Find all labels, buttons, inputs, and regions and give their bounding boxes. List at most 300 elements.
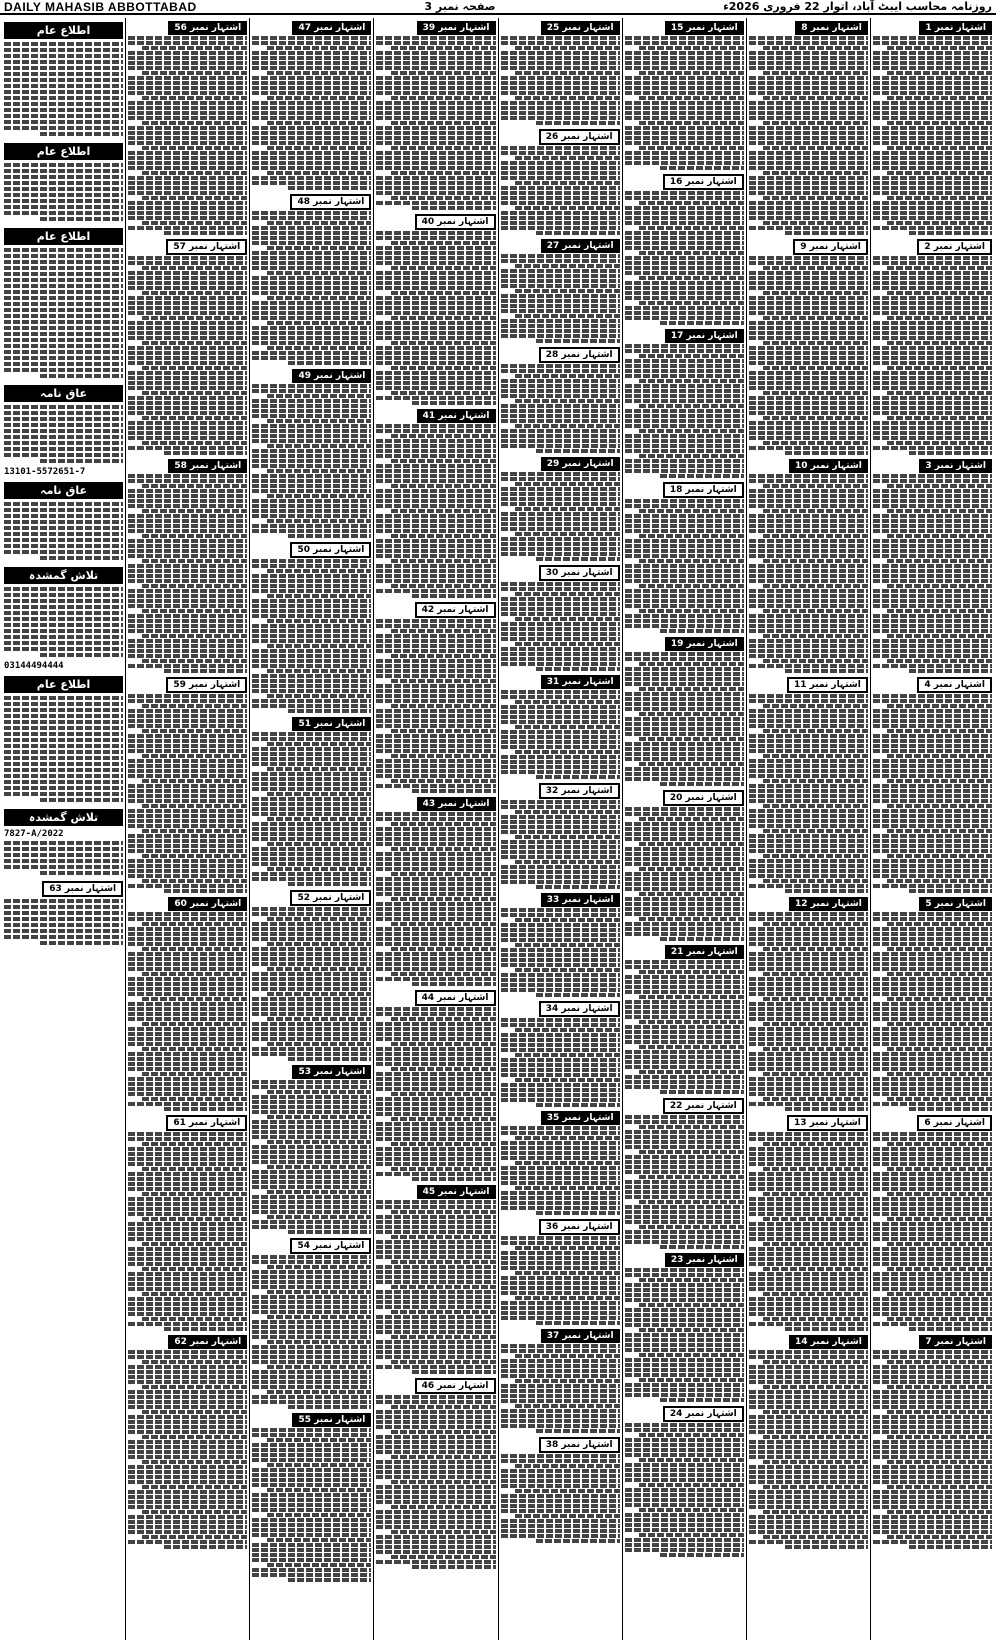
text-line	[749, 844, 868, 848]
text-line	[4, 865, 123, 869]
text-line	[625, 344, 744, 348]
text-line	[376, 236, 495, 240]
text-line	[412, 1177, 495, 1181]
text-line	[763, 779, 868, 783]
text-line	[873, 564, 992, 568]
text-line	[873, 256, 992, 260]
text-line	[873, 1380, 992, 1384]
text-line	[873, 156, 992, 160]
text-line	[376, 1465, 495, 1469]
text-line	[749, 66, 868, 70]
text-line	[252, 659, 371, 663]
text-line	[128, 1475, 247, 1479]
ad-number-tag: اشتہار نمبر 12	[789, 897, 868, 911]
text-line	[501, 1469, 620, 1473]
text-line	[252, 787, 371, 791]
text-line	[128, 1277, 247, 1281]
text-line	[4, 929, 123, 933]
text-line	[515, 46, 620, 50]
text-line	[376, 504, 495, 508]
text-line	[128, 529, 247, 533]
text-line	[873, 321, 992, 325]
text-line	[749, 331, 868, 335]
text-line	[660, 474, 743, 478]
text-line	[252, 101, 371, 105]
text-line	[501, 547, 620, 551]
text-line	[873, 1490, 992, 1494]
text-line	[749, 1287, 868, 1291]
ad-number-tag: اشتہار نمبر 49	[292, 369, 371, 383]
text-line	[252, 1350, 371, 1354]
text-line	[501, 755, 620, 759]
text-line	[639, 1508, 744, 1512]
text-line	[252, 777, 371, 781]
ad-number-tag: اشتہار نمبر 41	[417, 409, 496, 423]
text-line	[873, 977, 992, 981]
text-line	[4, 859, 123, 863]
text-line	[763, 659, 868, 663]
text-line	[515, 507, 620, 511]
text-line	[873, 61, 992, 65]
text-line	[873, 1137, 992, 1141]
text-line	[128, 116, 247, 120]
text-line	[252, 1022, 371, 1026]
text-line	[749, 1262, 868, 1266]
text-line	[376, 136, 495, 140]
text-line	[515, 835, 620, 839]
text-line	[252, 1150, 371, 1154]
text-line	[887, 804, 992, 808]
text-line	[536, 449, 619, 453]
text-line	[763, 634, 868, 638]
text-line	[252, 509, 371, 513]
text-line	[625, 51, 744, 55]
text-line	[391, 121, 496, 125]
text-line	[873, 569, 992, 573]
text-line	[887, 146, 992, 150]
text-line	[749, 306, 868, 310]
text-line	[763, 1097, 868, 1101]
text-line	[128, 1227, 247, 1231]
text-line	[887, 1360, 992, 1364]
text-line	[749, 1430, 868, 1434]
text-line	[252, 176, 371, 180]
text-line	[873, 201, 992, 205]
text-line	[625, 667, 744, 671]
text-line	[763, 291, 868, 295]
text-line	[763, 1142, 868, 1146]
text-line	[873, 1042, 992, 1046]
text-line	[252, 752, 371, 756]
text-line	[887, 922, 992, 926]
text-line	[376, 1250, 495, 1254]
text-line	[536, 1429, 619, 1433]
text-line	[128, 1077, 247, 1081]
text-line	[501, 334, 620, 338]
text-line	[887, 559, 992, 563]
text-line	[142, 316, 247, 320]
text-line	[4, 447, 123, 451]
text-line	[252, 331, 371, 335]
text-line	[625, 1268, 744, 1272]
text-line	[501, 740, 620, 744]
text-line	[252, 291, 371, 295]
text-line	[639, 842, 744, 846]
text-line	[391, 1530, 496, 1534]
text-line	[267, 992, 372, 996]
ad-item	[252, 367, 371, 538]
text-line	[515, 181, 620, 185]
text-line	[376, 1280, 495, 1284]
text-line	[252, 81, 371, 85]
text-line	[4, 911, 123, 915]
text-line	[625, 882, 744, 886]
text-line	[376, 684, 495, 688]
text-line	[625, 419, 744, 423]
text-line	[252, 947, 371, 951]
text-line	[142, 997, 247, 1001]
text-line	[501, 1311, 620, 1315]
text-line	[749, 1177, 868, 1181]
text-line	[625, 1005, 744, 1009]
ad-number-tag: اشتہار نمبر 27	[541, 239, 620, 253]
notice-body-1	[4, 42, 123, 138]
text-line	[873, 376, 992, 380]
text-line	[376, 1107, 495, 1111]
text-line	[40, 798, 123, 802]
text-line	[128, 206, 247, 210]
text-line	[128, 589, 247, 593]
text-line	[639, 251, 744, 255]
text-line	[909, 1107, 992, 1111]
text-line	[501, 324, 620, 328]
text-line	[128, 401, 247, 405]
text-line	[128, 321, 247, 325]
text-line	[376, 86, 495, 90]
text-line	[4, 768, 123, 772]
text-line	[128, 884, 247, 888]
text-line	[252, 1360, 371, 1364]
text-line	[376, 1510, 495, 1514]
text-line	[536, 1539, 619, 1543]
text-line	[252, 499, 371, 503]
text-line	[252, 251, 371, 255]
text-line	[749, 654, 868, 658]
text-line	[887, 609, 992, 613]
text-line	[252, 1543, 371, 1547]
text-line	[128, 51, 247, 55]
text-line	[142, 146, 247, 150]
text-line	[873, 1032, 992, 1036]
text-line	[749, 346, 868, 350]
text-line	[4, 181, 123, 185]
text-line	[128, 1302, 247, 1306]
text-line	[4, 847, 123, 851]
text-line	[749, 1465, 868, 1469]
text-line	[515, 424, 620, 428]
text-line	[376, 882, 495, 886]
text-line	[501, 710, 620, 714]
ad-item	[501, 455, 620, 561]
text-line	[639, 1533, 744, 1537]
text-line	[749, 356, 868, 360]
text-line	[763, 534, 868, 538]
text-line	[4, 526, 123, 530]
text-line	[376, 774, 495, 778]
text-line	[501, 1181, 620, 1185]
ad-number-tag: اشتہار نمبر 32	[539, 783, 620, 799]
text-line	[376, 1215, 495, 1219]
text-line	[376, 902, 495, 906]
ad-number-tag: اشتہار نمبر 13	[787, 1115, 868, 1131]
text-line	[501, 705, 620, 709]
ad-item	[749, 1333, 868, 1549]
text-line	[501, 56, 620, 60]
text-line	[376, 106, 495, 110]
text-line	[501, 369, 620, 373]
text-line	[749, 819, 868, 823]
text-line	[749, 371, 868, 375]
text-line	[501, 319, 620, 323]
text-line	[128, 644, 247, 648]
text-line	[873, 1450, 992, 1454]
text-line	[142, 559, 247, 563]
text-line	[873, 361, 992, 365]
text-line	[909, 231, 992, 235]
text-line	[267, 1017, 372, 1021]
text-line	[501, 36, 620, 40]
text-line	[142, 947, 247, 951]
text-line	[625, 499, 744, 503]
text-line	[625, 206, 744, 210]
column-4	[498, 18, 622, 1640]
text-line	[749, 126, 868, 130]
text-line	[252, 807, 371, 811]
text-line	[749, 136, 868, 140]
text-line	[128, 982, 247, 986]
text-line	[267, 1365, 372, 1369]
notice-heading: اطلاع عام	[4, 228, 123, 245]
text-line	[40, 459, 123, 463]
text-line	[391, 291, 496, 295]
text-line	[128, 1067, 247, 1071]
text-line	[267, 494, 372, 498]
text-line	[376, 694, 495, 698]
text-line	[639, 301, 744, 305]
text-line	[625, 1235, 744, 1239]
text-line	[164, 451, 247, 455]
text-line	[252, 126, 371, 130]
text-line	[873, 724, 992, 728]
text-line	[873, 1520, 992, 1524]
text-line	[128, 699, 247, 703]
column-1	[870, 18, 994, 1640]
text-line	[267, 71, 372, 75]
text-line	[660, 1245, 743, 1249]
text-line	[749, 614, 868, 618]
text-line	[128, 301, 247, 305]
text-line	[4, 350, 123, 354]
text-line	[625, 1085, 744, 1089]
text-line	[749, 1520, 868, 1524]
text-line	[142, 634, 247, 638]
text-line	[625, 549, 744, 553]
text-line	[873, 629, 992, 633]
text-line	[873, 1212, 992, 1216]
text-line	[376, 371, 495, 375]
text-line	[252, 1047, 371, 1051]
phone-number: 03144494444	[4, 661, 64, 671]
text-line	[749, 1212, 868, 1216]
text-line	[267, 96, 372, 100]
text-line	[501, 760, 620, 764]
text-line	[873, 1322, 992, 1326]
text-line	[252, 1305, 371, 1309]
text-line	[376, 1087, 495, 1091]
text-line	[785, 1107, 868, 1111]
text-line	[128, 431, 247, 435]
ad-item	[625, 480, 744, 633]
text-line	[873, 1307, 992, 1311]
text-line	[749, 1450, 868, 1454]
text-line	[501, 1151, 620, 1155]
text-line	[625, 1453, 744, 1457]
text-line	[749, 759, 868, 763]
text-line	[252, 1375, 371, 1379]
text-line	[873, 261, 992, 265]
text-line	[749, 1037, 868, 1041]
text-line	[873, 794, 992, 798]
text-line	[625, 932, 744, 936]
text-line	[252, 1285, 371, 1289]
text-line	[267, 694, 372, 698]
text-line	[749, 1017, 868, 1021]
ad-number-tag: اشتہار نمبر 54	[290, 1238, 371, 1254]
text-line	[252, 559, 371, 563]
text-line	[625, 579, 744, 583]
text-line	[749, 1197, 868, 1201]
text-line	[887, 1410, 992, 1414]
text-line	[625, 857, 744, 861]
text-line	[749, 1052, 868, 1056]
text-line	[749, 1207, 868, 1211]
text-line	[252, 514, 371, 518]
text-line	[763, 584, 868, 588]
text-line	[749, 1147, 868, 1151]
text-line	[873, 1425, 992, 1429]
text-line	[625, 827, 744, 831]
text-line	[763, 1167, 868, 1171]
text-line	[625, 1195, 744, 1199]
text-line	[639, 509, 744, 513]
text-line	[625, 732, 744, 736]
text-line	[376, 1200, 495, 1204]
text-line	[376, 464, 495, 468]
text-line	[164, 1327, 247, 1331]
text-line	[252, 957, 371, 961]
ad-number-tag: اشتہار نمبر 60	[168, 897, 247, 911]
text-line	[128, 1282, 247, 1286]
text-line	[749, 296, 868, 300]
text-line	[625, 975, 744, 979]
text-line	[376, 832, 495, 836]
text-line	[376, 1515, 495, 1519]
text-line	[501, 512, 620, 516]
text-line	[763, 1267, 868, 1271]
text-line	[749, 1500, 868, 1504]
text-line	[501, 1479, 620, 1483]
text-line	[40, 217, 123, 221]
text-line	[376, 1410, 495, 1414]
text-line	[639, 1433, 744, 1437]
text-line	[625, 1050, 744, 1054]
text-line	[4, 780, 123, 784]
text-line	[252, 316, 371, 320]
text-line	[4, 617, 123, 621]
text-line	[625, 1473, 744, 1477]
text-line	[873, 181, 992, 185]
text-line	[501, 800, 620, 804]
text-line	[376, 842, 495, 846]
text-line	[376, 1255, 495, 1259]
text-line	[873, 1505, 992, 1509]
text-line	[625, 757, 744, 761]
text-line	[887, 997, 992, 1001]
text-line	[376, 479, 495, 483]
text-line	[252, 674, 371, 678]
text-line	[391, 316, 496, 320]
text-line	[625, 1283, 744, 1287]
text-line	[625, 1333, 744, 1337]
text-line	[873, 1540, 992, 1544]
text-line	[625, 1463, 744, 1467]
text-line	[887, 171, 992, 175]
text-line	[625, 196, 744, 200]
text-line	[391, 509, 496, 513]
text-line	[252, 1105, 371, 1109]
text-line	[252, 664, 371, 668]
text-line	[267, 569, 372, 573]
text-line	[288, 534, 371, 538]
text-line	[128, 1405, 247, 1409]
text-line	[515, 71, 620, 75]
ad-number-tag: اشتہار نمبر 55	[292, 1413, 371, 1427]
text-line	[749, 569, 868, 573]
text-line	[252, 454, 371, 458]
text-line	[501, 1126, 620, 1130]
text-line	[625, 747, 744, 751]
text-line	[625, 1120, 744, 1124]
text-line	[763, 704, 868, 708]
text-line	[873, 1222, 992, 1226]
text-line	[873, 1092, 992, 1096]
text-line	[873, 1262, 992, 1266]
text-line	[887, 221, 992, 225]
text-line	[128, 91, 247, 95]
text-line	[749, 1297, 868, 1301]
text-line	[873, 1177, 992, 1181]
text-line	[252, 484, 371, 488]
text-line	[873, 614, 992, 618]
text-line	[639, 1378, 744, 1382]
text-line	[625, 86, 744, 90]
text-line	[142, 804, 247, 808]
text-line	[515, 918, 620, 922]
text-line	[625, 1160, 744, 1164]
text-line	[749, 1027, 868, 1031]
text-line	[501, 1529, 620, 1533]
text-line	[749, 629, 868, 633]
